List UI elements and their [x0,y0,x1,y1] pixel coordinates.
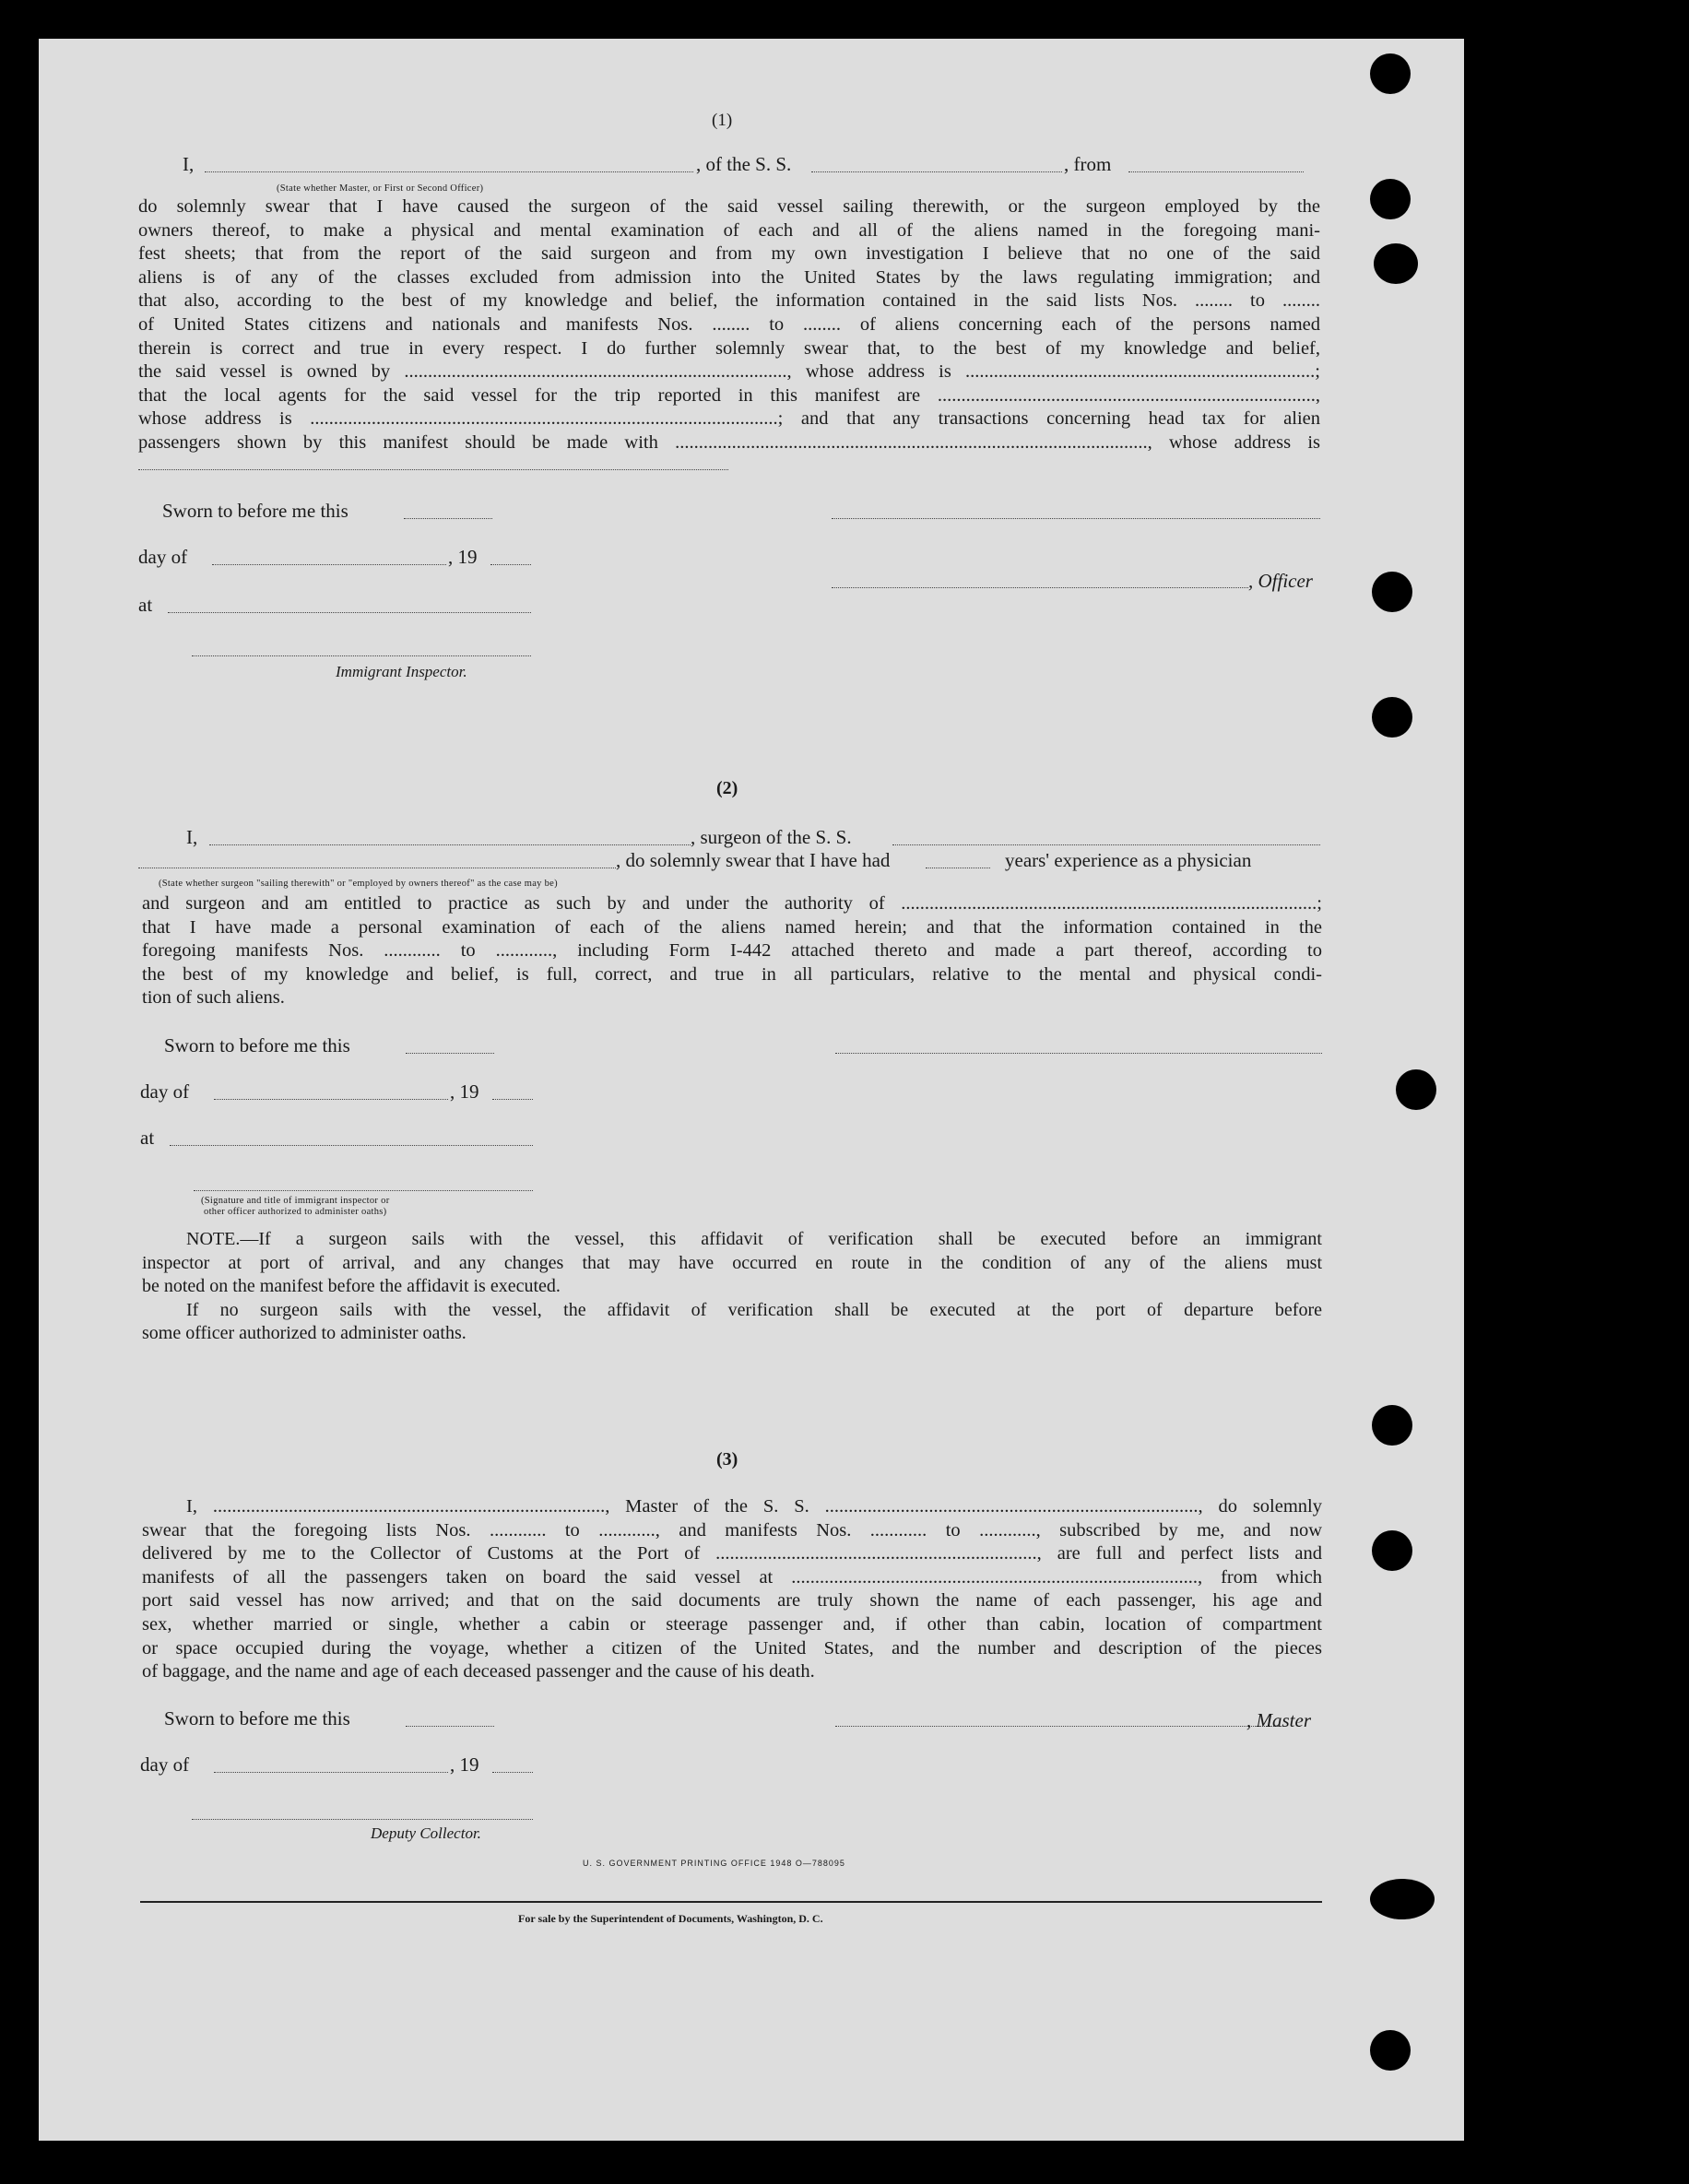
punch-hole-icon [1372,1405,1412,1446]
s1-signature-field[interactable] [832,517,1320,519]
s2-i: I, [186,826,198,848]
vessel-name-field[interactable] [811,171,1062,172]
s2-surgeon-status-field[interactable] [138,867,616,868]
punch-hole-icon [1396,1069,1436,1110]
master-signature-field[interactable] [835,1725,1283,1727]
s2-note-paragraph: NOTE.—If a surgeon sails with the vessel, this affidavit of verification shall be executed before an immigrant inspector at port of arrival, and any changes that may have occurred en route in the condition of any of the aliens must be noted on the manifest before the affidavit is executed. If no surgeon sails with the vessel, the affidavit of verification shall be executed at the port of departure before some officer authorized to administer oaths. [142,1229,1322,1344]
s3-oath-paragraph: I, ..................................................................................., Master of the S. S. ..............................................................................., do solemnly swear that the foregoing lists Nos. ............ to ............, and manifests Nos. ............ to ............, subscribed by me, and now delivered by me to the Collector of Customs at the Port of ...................................................................., are full and perfect lists and manifests of all the passengers taken on board the said vessel at ......................................................................................, from which port said vessel has now arrived; and that on the said documents are truly shown the name of each passenger, his age and sex, whether married or single, whether a cabin or steerage passenger and, if other than cabin, location of compartment or space occupied during the voyage, whether a citizen of the United States, and the number and description of the pieces of baggage, and the name and age of each deceased passenger and the cause of his death. [142,1496,1322,1682]
s2-surgeon-of: , surgeon of the S. S. [691,826,852,848]
collector-label: Deputy Collector. [371,1824,481,1842]
s1-sworn-label: Sworn to before me this [162,500,348,522]
s1-year-field[interactable] [490,563,531,565]
sale-note: For sale by the Superintendent of Documents, Washington, D. C. [518,1912,823,1925]
s1-i: I, [183,153,195,175]
s2-year-field[interactable] [492,1098,533,1100]
s2-signature-field[interactable] [835,1052,1322,1054]
s3-year-field[interactable] [492,1771,533,1773]
s1-officer-note: (State whether Master, or First or Second Officer) [277,183,484,194]
s2-surgeon-note: (State whether surgeon "sailing therewith" or "employed by owners thereof" as the case may be) [159,879,558,889]
form-page [39,39,1464,2141]
s2-year-label: , 19 [450,1080,479,1103]
s2-inspector-signature-field[interactable] [194,1189,533,1191]
section-2-heading: (2) [716,778,738,798]
punch-hole-icon [1370,2030,1411,2071]
s3-month-field[interactable] [214,1771,448,1773]
s1-month-field[interactable] [212,563,446,565]
inspector-signature-field[interactable] [192,655,531,656]
gpo-imprint: U. S. GOVERNMENT PRINTING OFFICE 1948 O—788095 [583,1859,845,1868]
inspector-label: Immigrant Inspector. [336,663,467,680]
punch-hole-icon [1370,1879,1435,1919]
section-3-heading: (3) [716,1449,738,1470]
s2-sworn-label: Sworn to before me this [164,1034,350,1057]
s2-swear-text: , do solemnly swear that I have had [616,849,891,871]
s1-oath-paragraph: do solemnly swear that I have caused the surgeon of the said vessel sailing therewith, or the surgeon employed by the owners thereof, to make a physical and mental examination of each and all of the aliens named in the foregoing mani- fest sheets; that from the report of the said surgeon and from my own investigation I believe that no one of the said aliens is of any of the classes excluded from admission into the United States by the laws regulating immigration; and that also, according to the best of my knowledge and belief, the information contained in the said lists Nos. ........ to ........ of United States citizens and nationals and manifests Nos. ........ to ........ of aliens concerning each of the persons named therein is correct and true in every respect. I do further solemnly swear that, to the best of my knowledge and belief, the said vessel is owned by ................................................................................., whose address is ..........................................................................; that the local agents for the said vessel for the trip reported in this manifest are ................................................................................, whose address is ...................................................................................................; and that any transactions concerning head tax for alien passengers shown by this manifest should be made with ...................................................................................................., whose address is [138,196,1320,453]
s2-dayof-label: day of [140,1080,190,1103]
s2-place-field[interactable] [170,1144,533,1146]
punch-hole-icon [1370,179,1411,219]
s2-at-label: at [140,1127,155,1149]
years-experience-field[interactable] [926,867,990,868]
s3-sworn-day-field[interactable] [406,1725,494,1727]
officer-signature-field[interactable] [832,586,1248,588]
s1-place-field[interactable] [168,611,531,613]
punch-hole-icon [1372,697,1412,738]
surgeon-name-field[interactable] [209,844,691,845]
s2-sworn-day-field[interactable] [406,1052,494,1054]
punch-hole-icon [1374,243,1418,284]
s3-dayof-label: day of [140,1753,190,1776]
punch-hole-icon [1372,572,1412,612]
master-name-field[interactable] [205,171,693,172]
from-port-field[interactable] [1128,171,1304,172]
s2-vessel-field[interactable] [892,844,1320,845]
punch-hole-icon [1370,53,1411,94]
s1-of-ss: , of the S. S. [696,153,792,175]
s3-sworn-label: Sworn to before me this [164,1707,350,1729]
s3-year-label: , 19 [450,1753,479,1776]
s1-year-label: , 19 [448,546,478,568]
s2-years-text: years' experience as a physician [1005,849,1252,871]
s1-address-field[interactable] [138,468,728,470]
section-1-heading: (1) [712,111,733,130]
punch-hole-icon [1372,1530,1412,1571]
s2-month-field[interactable] [214,1098,448,1100]
s2-oath-paragraph: and surgeon and am entitled to practice as such by and under the authority of ........................................................................................; that I have made a personal examination of each of the aliens named herein; and that the information contained in the foregoing manifests Nos. ............ to ............, including Form I-442 attached thereto and made a part thereof, according to the best of my knowledge and belief, is full, correct, and true in all particulars, relative to the mental and physical condi- tion of such aliens. [142,893,1322,1009]
s2-signature-note: (Signature and title of immigrant inspector or other officer authorized to administer oaths) [201,1196,390,1217]
footer-rule [140,1901,1322,1903]
s1-sworn-day-field[interactable] [404,517,492,519]
s1-at-label: at [138,594,153,616]
collector-signature-field[interactable] [192,1818,533,1820]
officer-label: , Officer [1248,570,1313,592]
s1-from: , from [1064,153,1112,175]
master-label: , Master [1246,1709,1311,1731]
s1-dayof-label: day of [138,546,188,568]
